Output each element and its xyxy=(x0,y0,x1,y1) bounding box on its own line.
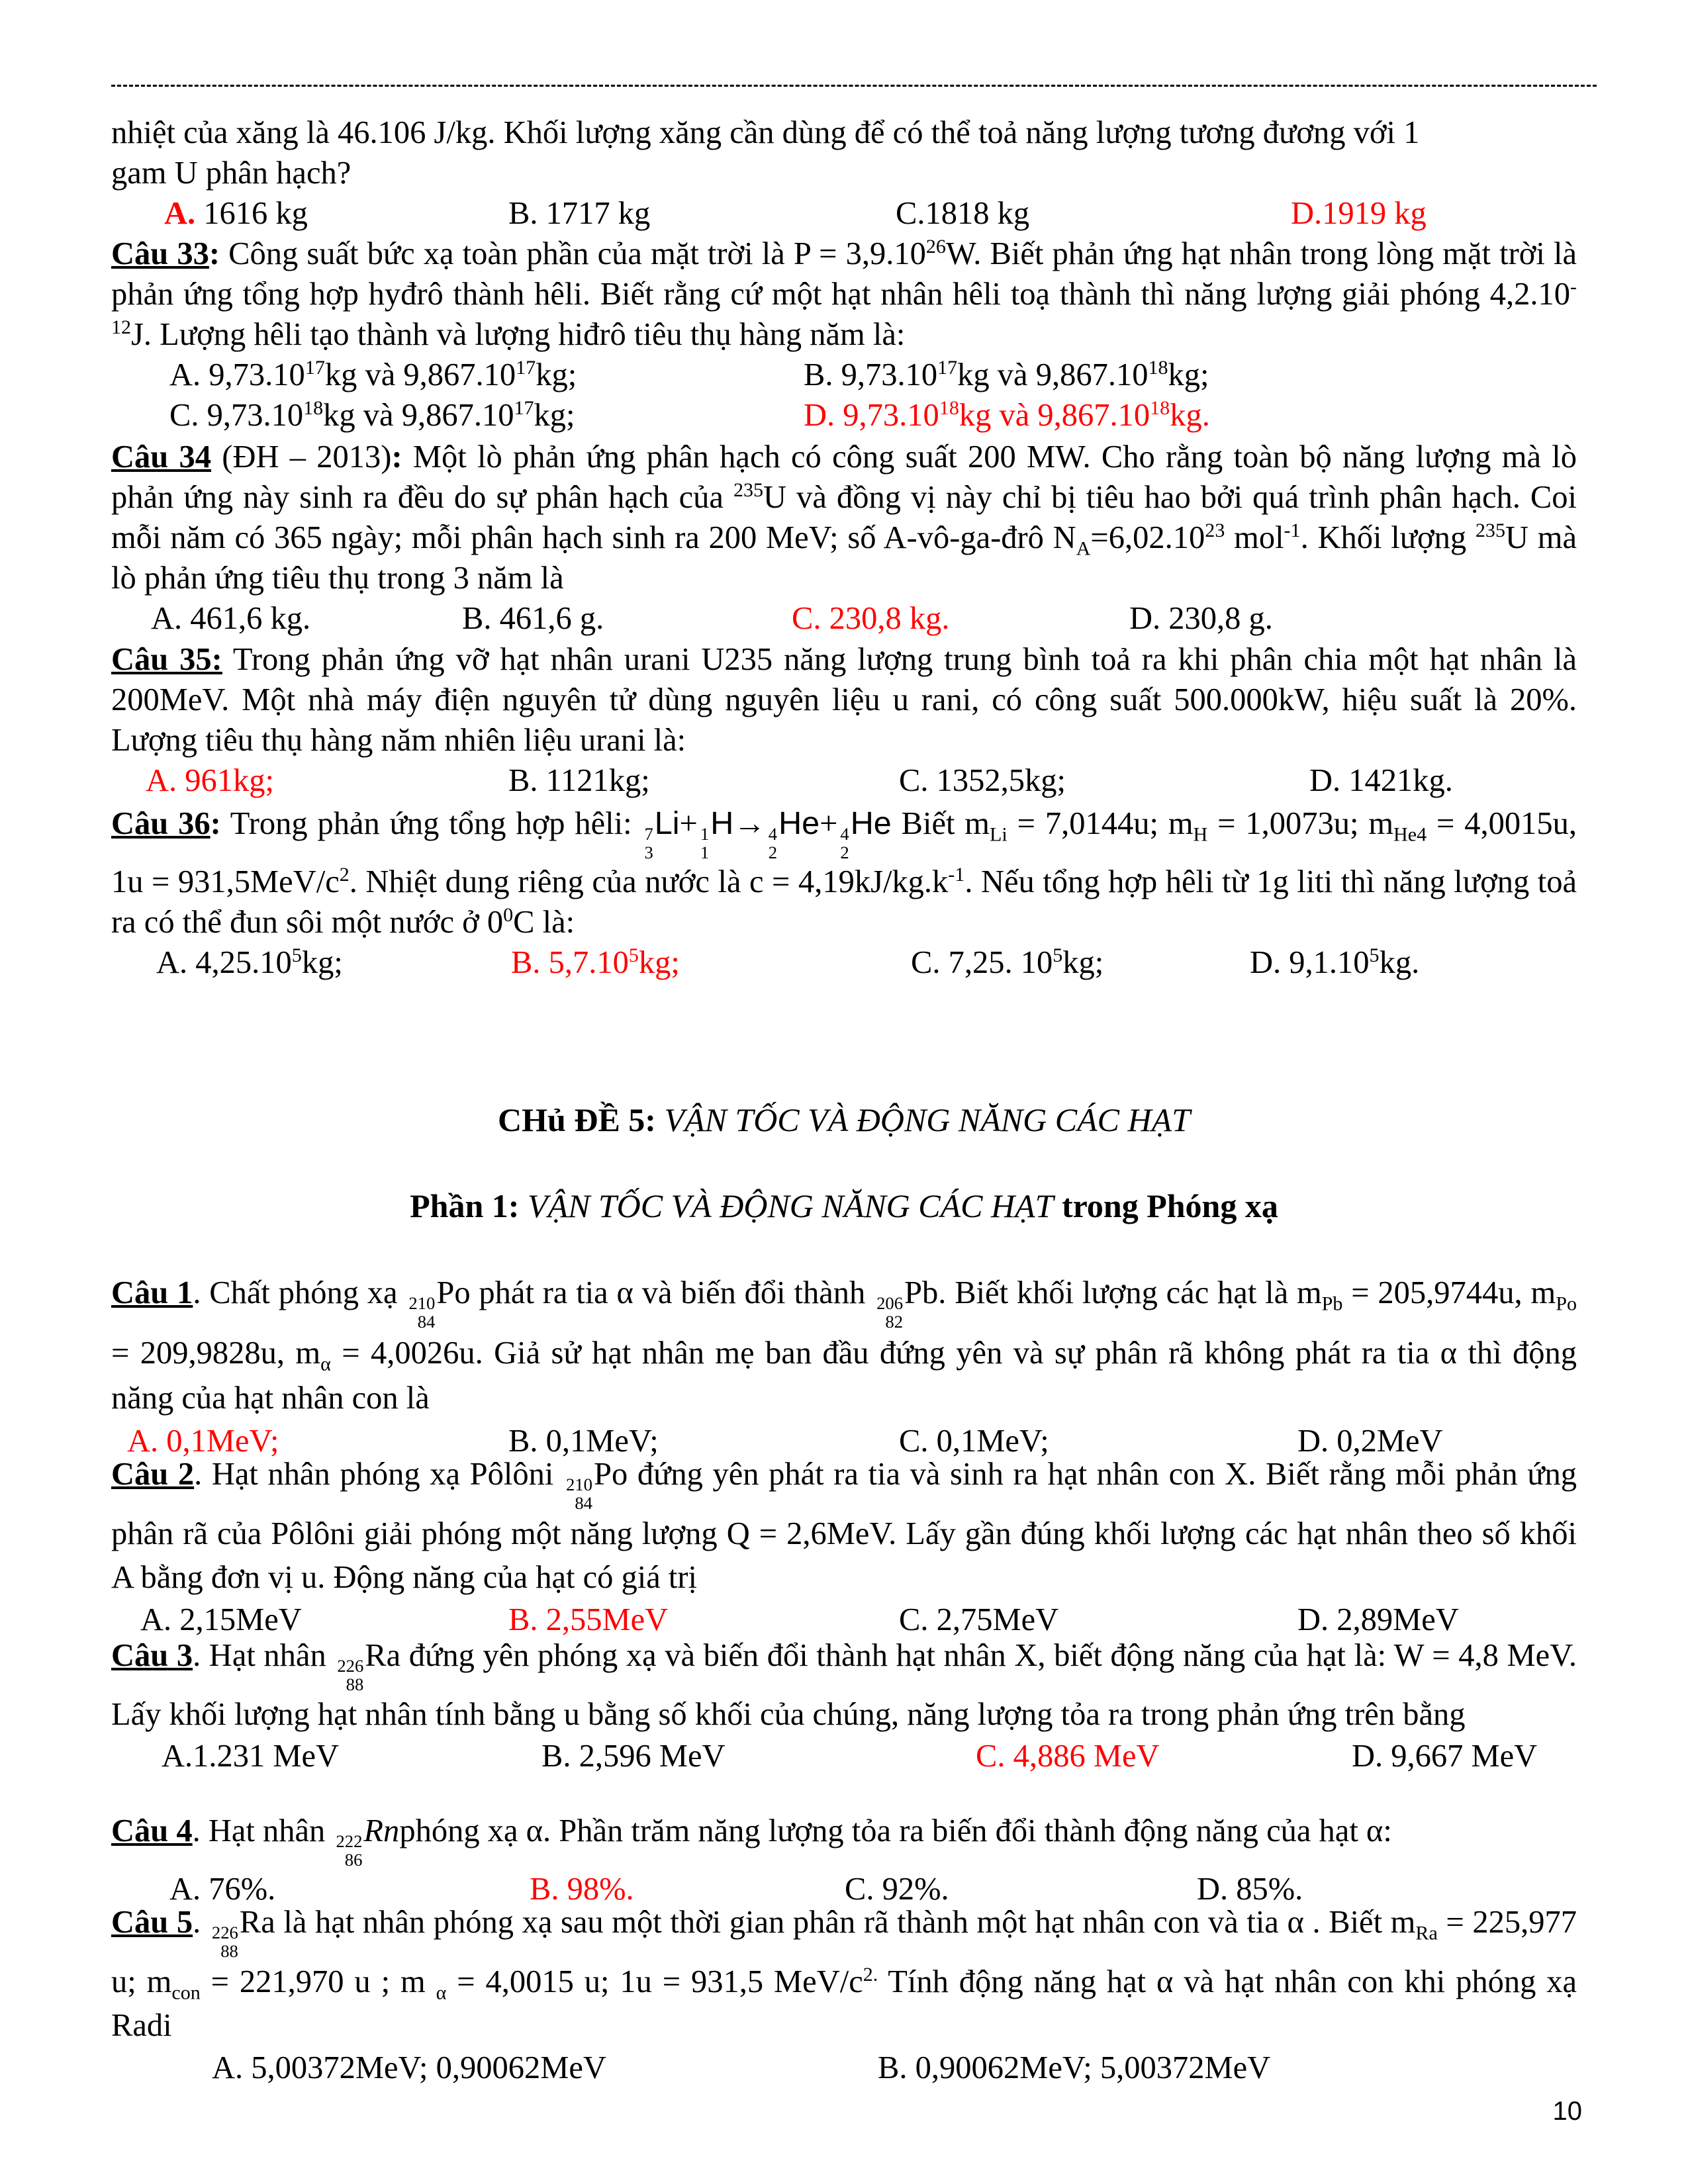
question-3 xyxy=(111,1635,1577,1776)
intro-options xyxy=(111,193,1577,234)
question-34 xyxy=(111,437,1577,639)
page-number: 10 xyxy=(1552,2097,1582,2126)
question-35-label: Câu 35: xyxy=(111,642,222,677)
question-3-option-d: D. 9,667 MeV xyxy=(1352,1739,1538,1774)
question-4-label: Câu 4 xyxy=(111,1813,193,1848)
question-33-option-b: B. 9,73.10$^{17}$kg và 9,867.10$^{18}$kg; xyxy=(804,355,1209,392)
question-3-text: Câu 3. Hạt nhân 226 88 Ra đứng yên phóng xạ và biến đổi thành hạt nhân X, biết động năng của hạt là: W = 4,8 MeV. Lấy khối lượng hạt nhân tính bằng u bằng số khối của chúng, năng lượng tỏa ra trong phản ứng trên bằng xyxy=(111,1638,1577,1733)
question-1-label: Câu 1 xyxy=(111,1275,193,1310)
question-5-text: Câu 5. 226 88 Ra là hạt nhân phóng xạ sau một thời gian phân rã thành một hạt nhân con và tia α . Biết $m_{Ra} = 225,977$ u; $m_{con} = 221,970$ u ; m $_\alpha$ = 4,0015 u; 1u = 931,5 MeV/$c^{2.}$ Tính động năng hạt α và hạt nhân con khi phóng xạ Radi xyxy=(111,1905,1577,2044)
header-dashed-rule xyxy=(111,85,1597,87)
question-2-option-a: A. 2,15MeV xyxy=(140,1602,302,1638)
question-34-label: Câu 34 xyxy=(111,439,212,475)
question-4-option-b: B. 98%. xyxy=(530,1872,634,1907)
question-35-option-b: B. 1121kg; xyxy=(508,763,650,798)
question-36-options xyxy=(111,942,1577,983)
question-34-option-d: D. 230,8 g. xyxy=(1129,601,1273,636)
question-5-label: Câu 5 xyxy=(111,1905,193,1940)
question-33-option-c: C. 9,73.10$^{18}$kg và 9,867.10$^{17}$kg; xyxy=(169,396,575,433)
question-2-option-d: D. 2,89MeV xyxy=(1297,1602,1459,1638)
question-1-option-d: D. 0,2MeV xyxy=(1297,1424,1443,1459)
question-34-options xyxy=(111,598,1577,639)
intro-option-d: D.1919 kg xyxy=(1291,196,1427,231)
question-34-option-b: B. 461,6 g. xyxy=(462,601,604,636)
question-33 xyxy=(111,234,1577,435)
question-5 xyxy=(111,1901,1577,2088)
question-3-option-a: A.1.231 MeV xyxy=(162,1739,340,1774)
question-1-option-a: A. 0,1MeV; xyxy=(127,1424,279,1459)
intro-line-2: gam U phân hạch? xyxy=(111,156,352,191)
question-34-option-c: C. 230,8 kg. xyxy=(792,601,950,636)
part-heading: Phần 1: VẬN TỐC VÀ ĐỘNG NĂNG CÁC HẠT trong Phóng xạ xyxy=(410,1187,1278,1224)
question-33-option-d: D. 9,73.10$^{18}$kg và 9,867.10$^{18}$kg. xyxy=(804,396,1210,433)
question-33-text: Câu 33: Công suất bức xạ toàn phần của mặt trời là $P = 3,9.10^{26}W$. Biết phản ứng hạt nhân trong lòng mặt trời là phản ứng tổng hợp hyđrô thành hêli. Biết rằng cứ một hạt nhân hêli toạ thành thì năng lượng giải phóng $4,2.10^{-12}J$. Lượng hêli tạo thành và lượng hiđrô tiêu thụ hàng năm là: xyxy=(111,234,1577,352)
question-35-text: Câu 35: Trong phản ứng vỡ hạt nhân urani U235 năng lượng trung bình toả ra khi phân chia một hạt nhân là 200MeV. Một nhà máy điện nguyên tử dùng nguyên liệu u rani, có công suất 500.000kW, hiệu suất là 20%. Lượng tiêu thụ hàng năm nhiên liệu urani là: xyxy=(111,642,1577,758)
question-4-option-a: A. 76%. xyxy=(169,1872,276,1907)
intro-line-1: nhiệt của xăng là 46.106 J/kg. Khối lượng xăng cần dùng để có thể toả năng lượng tương đương với 1 xyxy=(111,115,1420,150)
intro-option-b: B. 1717 kg xyxy=(508,196,651,231)
question-3-label: Câu 3 xyxy=(111,1638,193,1673)
question-35-option-c: C. 1352,5kg; xyxy=(899,763,1066,798)
question-36-option-d: D. 9,1.10$^5$kg. xyxy=(1250,944,1420,981)
intro-option-c: C.1818 kg xyxy=(896,196,1030,231)
question-5-option-b: B. 0,90062MeV; 5,00372MeV xyxy=(878,2050,1271,2086)
question-4-option-d: D. 85%. xyxy=(1197,1872,1303,1907)
question-1-text: Câu 1. Chất phóng xạ 210 84 Po phát ra tia α và biến đổi thành 206 82 Pb. Biết khối lượng các hạt là $m_{Pb} = 205,9744u$, $m_{Po} = 209,9828u$, $m_\alpha = 4,0026u$. Giả sử hạt nhân mẹ ban đầu đứng yên và sự phân rã không phát ra tia α thì động năng của hạt nhân con là xyxy=(111,1275,1577,1416)
question-4-option-c: C. 92%. xyxy=(845,1872,949,1907)
question-2 xyxy=(111,1453,1577,1640)
question-1-option-b: B. 0,1MeV; xyxy=(508,1424,659,1459)
question-35-options xyxy=(111,760,1577,801)
question-3-options xyxy=(111,1736,1577,1776)
question-1-option-c: C. 0,1MeV; xyxy=(899,1424,1049,1459)
question-34-text: Câu 34 (ĐH – 2013): Một lò phản ứng phân hạch có công suất 200 MW. Cho rằng toàn bộ năng lượng mà lò phản ứng này sinh ra đều do sự phân hạch của $^{235}$U và đồng vị này chỉ bị tiêu hao bởi quá trình phân hạch. Coi mỗi năm có 365 ngày; mỗi phân hạch sinh ra 200 MeV; số A-vô-ga-đrô $N_A=6,02.10^{23}$ mol$^{-1}$. Khối lượng $^{235}$U mà lò phản ứng tiêu thụ trong 3 năm là xyxy=(111,439,1577,596)
question-33-option-a: A. 9,73.10$^{17}$kg và 9,867.10$^{17}$kg; xyxy=(169,355,577,392)
question-4-text: Câu 4. Hạt nhân 222 86 Rnphóng xạ α. Phần trăm năng lượng tỏa ra biến đổi thành động năng của hạt α: xyxy=(111,1813,1392,1870)
question-36-option-a: A. 4,25.10$^5$kg; xyxy=(156,944,343,981)
question-5-options xyxy=(111,2048,1577,2088)
question-33-options-row-2 xyxy=(111,395,1577,435)
question-35 xyxy=(111,639,1577,801)
question-36-label: Câu 36 xyxy=(111,806,211,841)
question-5-option-a: A. 5,00372MeV; 0,90062MeV xyxy=(212,2050,606,2086)
intro-block xyxy=(111,113,1577,234)
intro-option-a: A. 1616 kg xyxy=(164,196,308,231)
question-33-options-row-1 xyxy=(111,355,1577,395)
question-2-option-b: B. 2,55MeV xyxy=(508,1602,669,1638)
question-34-option-a: A. 461,6 kg. xyxy=(151,601,311,636)
question-35-option-d: D. 1421kg. xyxy=(1309,763,1453,798)
question-36 xyxy=(111,803,1577,983)
question-3-option-c: C. 4,886 MeV xyxy=(976,1739,1160,1774)
question-2-label: Câu 2 xyxy=(111,1457,195,1492)
question-36-option-c: C. 7,25. $10^5kg$; xyxy=(911,944,1104,981)
question-36-option-b: B. 5,7.10$^5$kg; xyxy=(511,944,680,981)
question-1 xyxy=(111,1271,1577,1461)
question-33-label: Câu 33 xyxy=(111,236,209,271)
chapter-heading: CHủ ĐỀ 5: VẬN TỐC VÀ ĐỘNG NĂNG CÁC HẠT xyxy=(498,1101,1190,1138)
question-35-option-a: A. 961kg; xyxy=(146,763,274,798)
question-2-option-c: C. 2,75MeV xyxy=(899,1602,1059,1638)
question-3-option-b: B. 2,596 MeV xyxy=(541,1739,726,1774)
question-4 xyxy=(111,1810,1577,1909)
question-2-text: Câu 2. Hạt nhân phóng xạ Pôlôni 210 84 Po đứng yên phát ra tia và sinh ra hạt nhân con X. Biết rằng mỗi phản ứng phân rã của Pôlôni giải phóng một năng lượng Q = 2,6MeV. Lấy gần đúng khối lượng các hạt nhân theo số khối A bằng đơn vị u. Động năng của hạt có giá trị xyxy=(111,1457,1577,1596)
question-36-text: Câu 36: Trong phản ứng tổng hợp hêli: 7 3 Li+ 1 1 H→ 4 2 He+ 4 2 He Biết $m_{Li} = 7,0144u$; $m_H = 1,0073u$; $m_{He4} = 4,0015u$, $1u = 931,5MeV/c^2$. Nhiệt dung riêng của nước là $c = 4,19kJ/kg.k^{-1}$. Nếu tổng hợp hêli từ 1g liti thì năng lượng toả ra có thể đun sôi một nước ở $0^0C$ là: xyxy=(111,805,1577,940)
